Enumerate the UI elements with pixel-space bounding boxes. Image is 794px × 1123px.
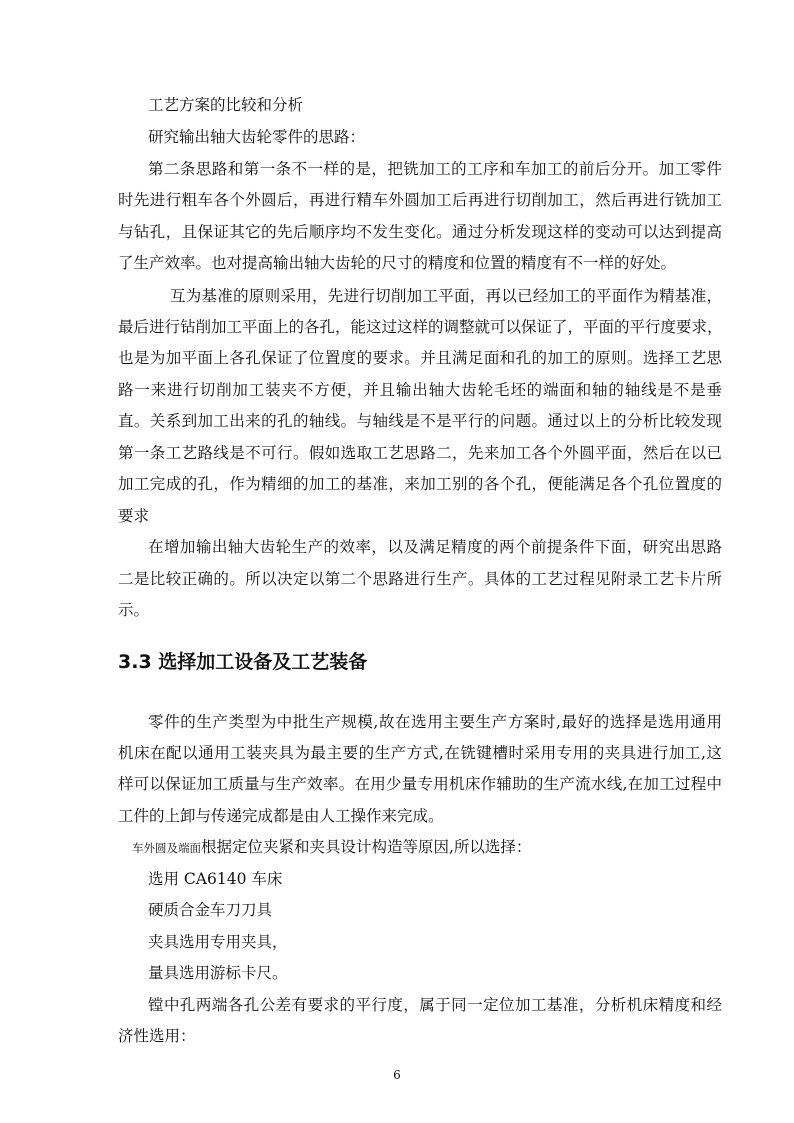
para1-line: 第二条思路和第一条不一样的是，把铣加工的工序和车加工的前后分开。加工零件 xyxy=(148,160,722,178)
choice-item: 硬质合金车刀刀具 xyxy=(148,901,273,919)
para4-line: 样可以保证加工质量与生产效率。在用少量专用机床作辅助的生产流水线,在加工过程中 xyxy=(118,775,722,793)
para3-line: 示。 xyxy=(118,601,150,619)
para2-line: 要求 xyxy=(118,507,150,525)
choice-item: 选用 CA6140 车床 xyxy=(148,870,283,888)
para4-line: 零件的生产类型为中批生产规模,故在选用主要生产方案时,最好的选择是选用通用 xyxy=(148,713,722,731)
choice-item: 量具选用游标卡尺。 xyxy=(148,964,288,982)
para2-line: 也是为加平面上各孔保证了位置度的要求。并且满足面和孔的加工的原则。选择工艺思 xyxy=(118,349,722,367)
lathe-line xyxy=(132,837,531,858)
para3-line: 二是比较正确的。所以决定以第二个思路进行生产。具体的工艺过程见附录工艺卡片所 xyxy=(118,570,722,588)
para2-line: 路一来进行切削加工装夹不方便，并且输出轴大齿轮毛坯的端面和轴的轴线是不是垂 xyxy=(118,381,722,399)
para4-line: 工件的上卸与传递完成都是由人工操作来完成。 xyxy=(118,807,444,825)
para1-line: 时先进行粗车各个外圆后，再进行精车外圆加工后再进行切削加工，然后再进行铣加工 xyxy=(118,191,722,209)
para5-line: 镗中孔两端各孔公差有要求的平行度，属于同一定位加工基准，分析机床精度和经 xyxy=(148,996,722,1014)
para1-line: 了生产效率。也对提高输出轴大齿轮的尺寸的精度和位置的精度有不一样的好处。 xyxy=(118,254,677,272)
para2-line: 互为基准的原则采用，先进行切削加工平面，再以已经加工的平面作为精基准， xyxy=(170,287,722,305)
section-title-intro: 工艺方案的比较和分析 xyxy=(148,96,304,114)
para2-line: 最后进行钻削加工平面上的各孔，能这过这样的调整就可以保证了，平面的平行度要求， xyxy=(118,318,723,336)
para1-line: 与钻孔，且保证其它的先后顺序均不发生变化。通过分析发现这样的变动可以达到提高 xyxy=(118,223,722,241)
para4-line: 机床在配以通用工装夹具为最主要的生产方式,在铣键槽时采用专用的夹具进行加工,这 xyxy=(118,744,722,762)
para2-line: 加工完成的孔，作为精细的加工的基准，来加工别的各个孔，便能满足各个孔位置度的 xyxy=(118,475,722,493)
page-number: 6 xyxy=(393,1068,401,1082)
section-heading: 3.3 选择加工设备及工艺装备 xyxy=(118,651,368,673)
para2-line: 直。关系到加工出来的孔的轴线。与轴线是不是平行的问题。通过以上的分析比较发现 xyxy=(118,412,722,430)
research-subtitle: 研究输出轴大齿轮零件的思路： xyxy=(148,128,366,146)
lathe-prefix: 车外圆及端面 xyxy=(132,841,201,855)
para2-line: 第一条工艺路线是不可行。假如选取工艺思路二，先来加工各个外圆平面，然后在以已 xyxy=(118,444,722,462)
para3-line: 在增加输出轴大齿轮生产的效率，以及满足精度的两个前提条件下面，研究出思路 xyxy=(148,538,722,556)
para5-line: 济性选用： xyxy=(118,1027,196,1045)
choice-item: 夹具选用专用夹具， xyxy=(148,933,288,951)
lathe-rest: 根据定位夹紧和夹具设计构造等原因,所以选择： xyxy=(201,838,532,856)
